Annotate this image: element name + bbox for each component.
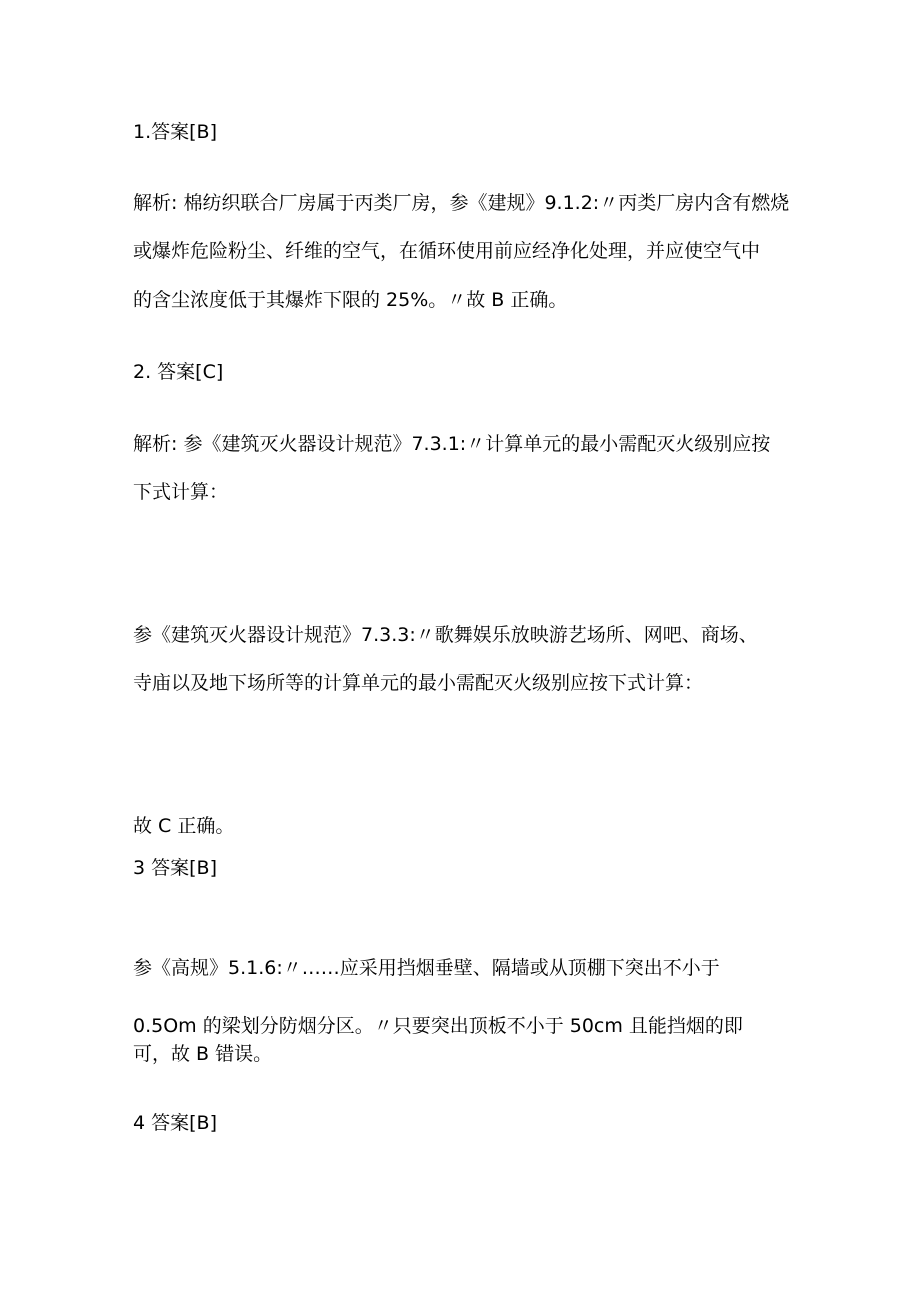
q2-answer: 2. 答案[C] — [133, 361, 224, 383]
q2-explanation-line: 下式计算： — [133, 481, 229, 503]
q1-explanation-line: 解析: 棉纺织联合厂房属于丙类厂房，参《建规》9.1.2:〃丙类厂房内含有燃烧 — [133, 192, 790, 214]
q3-explanation-line: 0.5Om 的梁划分防烟分区。〃只要突出顶板不小于 50cm 且能挡烟的即 — [133, 1015, 743, 1037]
q2-conclusion: 故 C 正确。 — [133, 815, 235, 837]
q1-answer: 1.答案[B] — [133, 121, 217, 143]
q2-explanation2-line: 寺庙以及地下场所等的计算单元的最小需配灭火级别应按下式计算： — [133, 672, 704, 694]
q2-explanation-line: 解析: 参《建筑灭火器设计规范》7.3.1:〃计算单元的最小需配灭火级别应按 — [133, 433, 771, 455]
q1-explanation-line: 的含尘浓度低于其爆炸下限的 25%。〃故 B 正确。 — [133, 289, 568, 311]
q4-answer: 4 答案[B] — [133, 1112, 217, 1134]
q1-explanation-line: 或爆炸危险粉尘、纤维的空气，在循环使用前应经净化处理，并应使空气中 — [133, 240, 761, 262]
q3-explanation-line: 参《高规》5.1.6:〃……应采用挡烟垂壁、隔墙或从顶棚下突出不小于 — [133, 957, 720, 979]
q3-explanation-line: 可，故 B 错误。 — [133, 1043, 273, 1065]
q3-answer: 3 答案[B] — [133, 857, 217, 879]
q2-explanation2-line: 参《建筑灭火器设计规范》7.3.3:〃歌舞娱乐放映游艺场所、网吧、商场、 — [133, 624, 758, 646]
